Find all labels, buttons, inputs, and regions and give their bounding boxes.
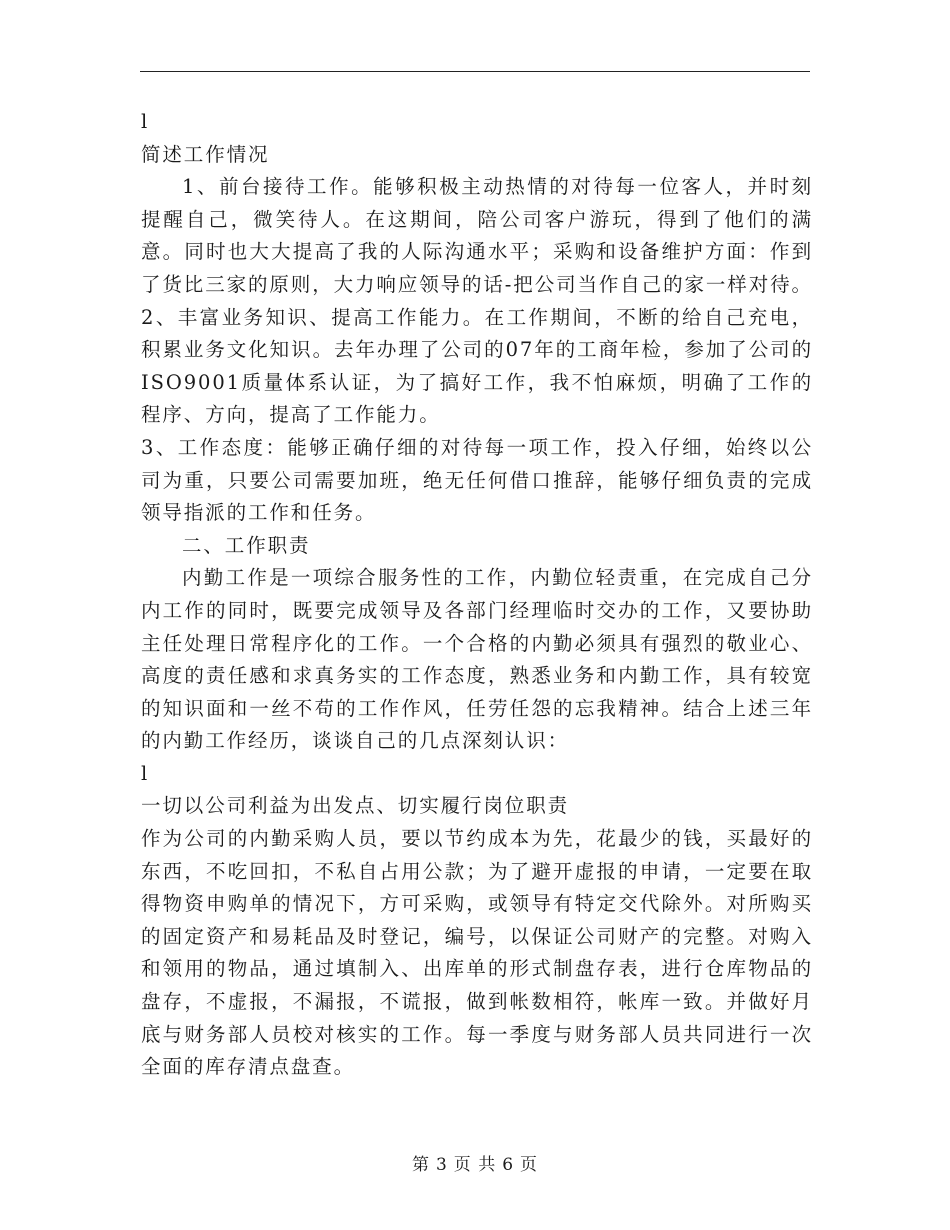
footer-prefix: 第	[411, 1155, 430, 1175]
paragraph-knowledge: 2、丰富业务知识、提高工作能力。在工作期间，不断的给自己充电，积累业务文化知识。去年办理了公司的07年的工商年检，参加了公司的ISO9001质量体系认证，为了搞好工作，我不怕麻烦，明确了工作的程序、方向，提高了工作能力。	[141, 305, 813, 427]
paragraph-duties: 内勤工作是一项综合服务性的工作，内勤位轻责重，在完成自己分内工作的同时，既要完成领导及各部门经理临时交办的工作，又要协助主任处理日常程序化的工作。一个合格的内勤必须具有强烈的敬业心、高度的责任感和求真务实的工作态度，熟悉业务和内勤工作，具有较宽的知识面和一丝不苟的工作作风，任劳任怨的忘我精神。结合上述三年的内勤工作经历，谈谈自己的几点深刻认识：	[141, 566, 813, 753]
bullet-mark: l	[141, 761, 150, 785]
page-footer	[0, 1150, 950, 1175]
current-page-number: 3	[435, 1155, 448, 1175]
footer-suffix: 页	[520, 1155, 539, 1175]
header-rule	[140, 71, 810, 72]
footer-middle: 页 共	[453, 1155, 497, 1175]
paragraph-reception: 1、前台接待工作。能够积极主动热情的对待每一位客人，并时刻提醒自己，微笑待人。在这期间，陪公司客户游玩，得到了他们的满意。同时也大大提高了我的人际沟通水平；采购和设备维护方面：作到了货比三家的原则，大力响应领导的话-把公司当作自己的家一样对待。	[141, 175, 813, 296]
total-page-number: 6	[502, 1155, 515, 1175]
paragraph-purchasing: 作为公司的内勤采购人员，要以节约成本为先，花最少的钱，买最好的东西，不吃回扣，不私自占用公款；为了避开虚报的申请，一定要在取得物资申购单的情况下，方可采购，或领导有特定交代除外。对所购买的固定资产和易耗品及时登记，编号，以保证公司财产的完整。对购入和领用的物品，通过填制入、出库单的形式制盘存表，进行仓库物品的盘存，不虚报，不漏报，不谎报，做到帐数相符，帐库一致。并做好月底与财务部人员校对核实的工作。每一季度与财务部人员共同进行一次全面的库存清点盘查。	[141, 827, 813, 1079]
section-heading-duties: 二、工作职责	[182, 533, 311, 557]
section-heading-company-interest: 一切以公司利益为出发点、切实履行岗位职责	[141, 794, 570, 818]
bullet-mark: l	[141, 110, 150, 133]
section-heading: 简述工作情况	[141, 142, 270, 166]
paragraph-attitude: 3、工作态度：能够正确仔细的对待每一项工作，投入仔细，始终以公司为重，只要公司需要加班，绝无任何借口推辞，能够仔细负责的完成领导指派的工作和任务。	[141, 435, 813, 525]
document-body	[141, 106, 813, 1084]
